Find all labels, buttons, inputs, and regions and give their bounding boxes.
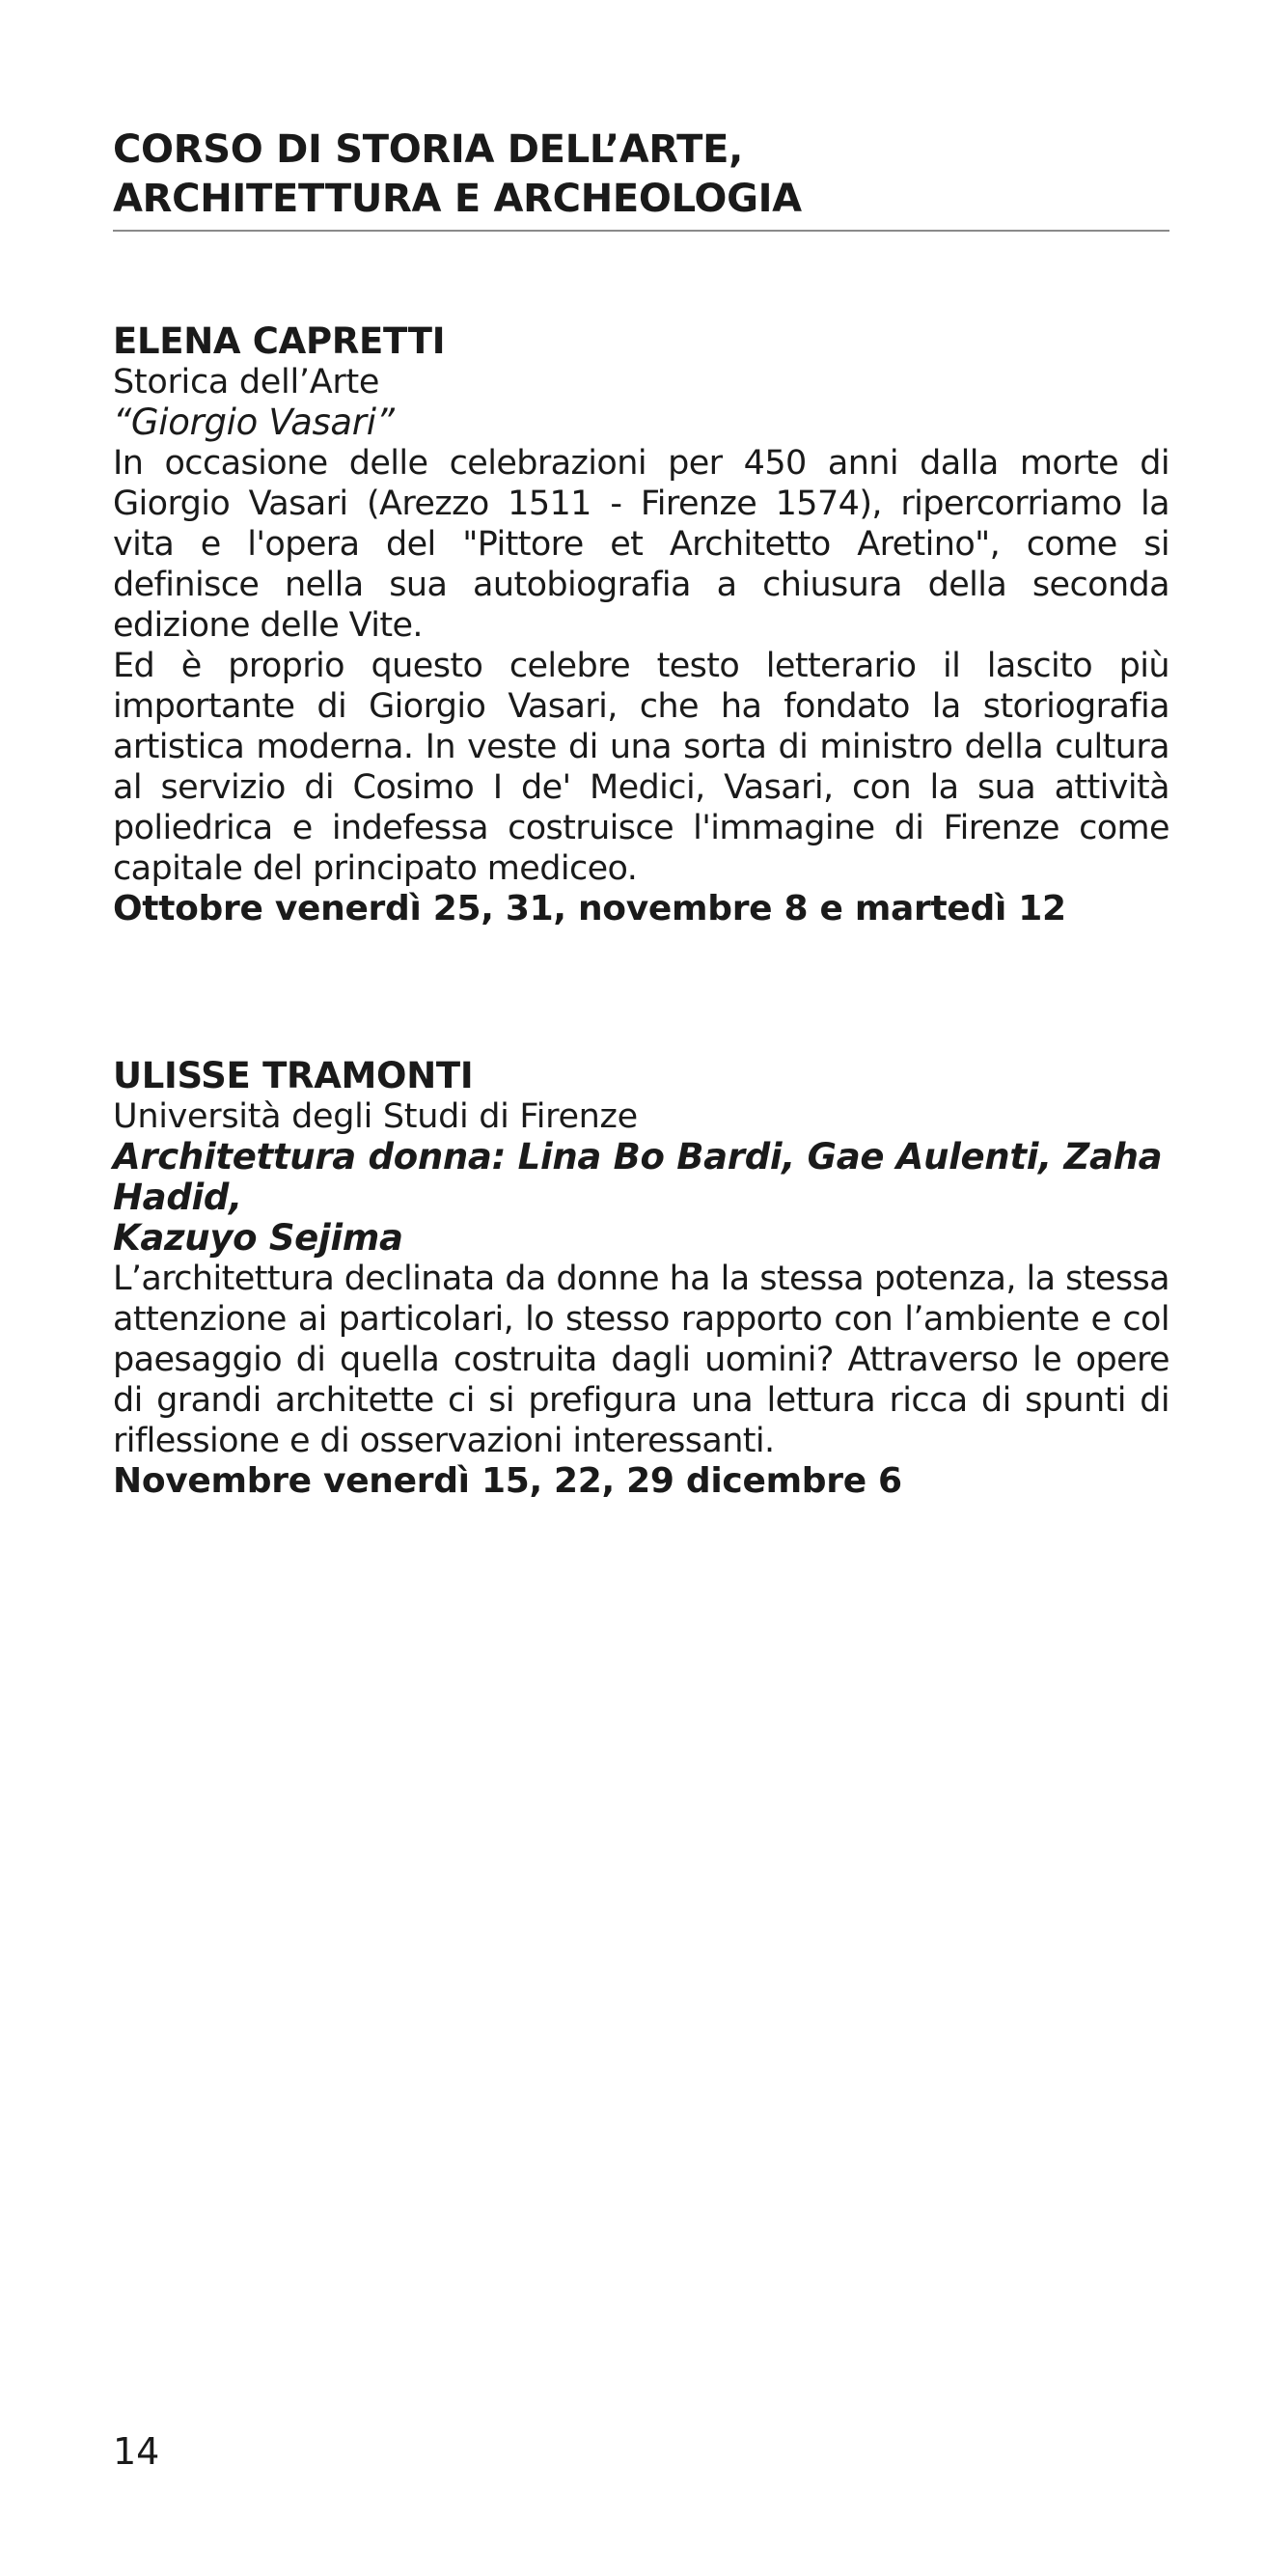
description-paragraph: In occasione delle celebrazioni per 450 anni dalla morte di Giorgio Vasari (Arezzo 1511 - Firenze 1574), ripercorriamo la vita e l'opera del "Pittore et Architetto Aretino", come si definisce nella sua autobiografia a chiusura della seconda edizione delle Vite. — [113, 444, 1169, 645]
lecture-description — [113, 1259, 1169, 1461]
lecture-description — [113, 443, 1169, 889]
lecturer-affiliation: Università degli Studi di Firenze — [113, 1097, 638, 1136]
lecture-dates: Novembre venerdì 15, 22, 29 dicembre 6 — [113, 1461, 902, 1501]
description-paragraph: Ed è proprio questo celebre testo letterario il lascito più importante di Giorgio Vasari, che ha fondato la storiografia artistica moderna. In veste di una sorta di ministro della cultura al servizio di Cosimo I de' Medici, Vasari, con la sua attività poliedrica e indefessa costruisce l'immagine di Firenze come capitale del principato mediceo. — [113, 647, 1169, 888]
lecturer-affiliation: Storica dell’Arte — [113, 363, 380, 402]
lecturer-name: ELENA CAPRETTI — [113, 320, 446, 362]
title-divider — [113, 230, 1169, 232]
course-header — [113, 125, 1169, 232]
page-number: 14 — [113, 2430, 160, 2473]
course-title-line-2: ARCHITETTURA E ARCHEOLOGIA — [113, 177, 802, 221]
description-paragraph: L’architettura declinata da donne ha la stessa potenza, la stessa attenzione ai particolari, lo stesso rapporto con l’ambiente e col paesaggio di quella costruita dagli uomini? Attraverso le opere di grandi architette ci si prefigura una lettura ricca di spunti di riflessione e di osservazioni interessanti. — [113, 1260, 1169, 1460]
course-title-line-1: CORSO DI STORIA DELL’ARTE, — [113, 127, 744, 172]
lecture-title-line-1: Architettura donna: Lina Bo Bardi, Gae Aulenti, Zaha Hadid, — [113, 1136, 1163, 1218]
lecturer-name: ULISSE TRAMONTI — [113, 1055, 474, 1096]
page-content — [113, 125, 1169, 1502]
lecture-title: “Giorgio Vasari” — [113, 402, 395, 443]
course-entry-capretti — [113, 321, 1169, 929]
lecture-dates: Ottobre venerdì 25, 31, novembre 8 e martedì 12 — [113, 889, 1066, 928]
course-entry-tramonti — [113, 1056, 1169, 1502]
lecture-title-line-2: Kazuyo Sejima — [113, 1217, 403, 1259]
